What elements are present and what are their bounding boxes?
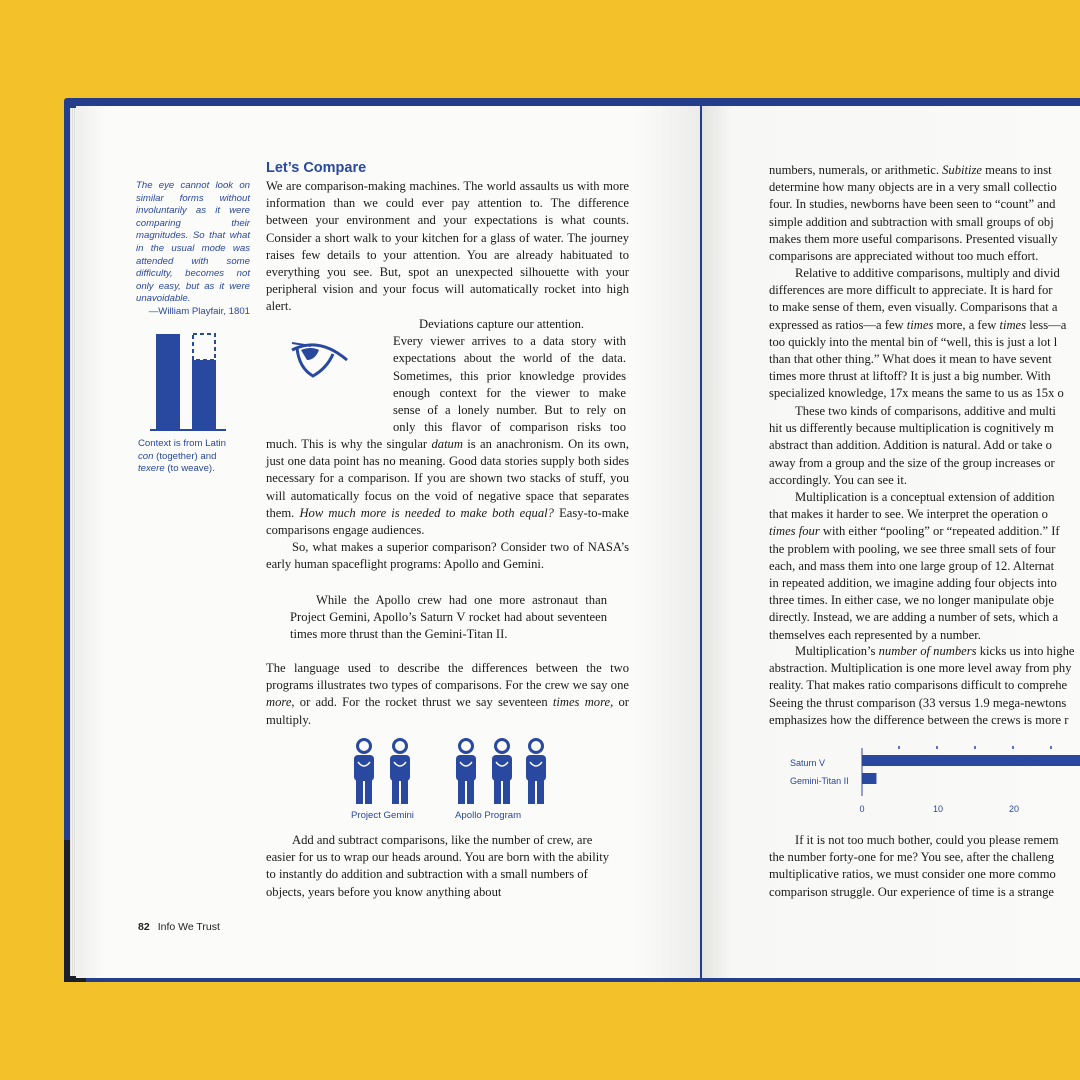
text-run: with either “pooling” or “repeated addition.” If (819, 524, 1060, 539)
quote-text: The eye cannot look on similar forms without involuntarily as it were comparing their magnitudes. So that what in the usual mode was attended with some difficulty, becomes not only easy, but as it were unavoidable. (136, 180, 250, 305)
text-run: Easy-to-make comparisons engage audiences. (266, 505, 630, 538)
text-line (769, 282, 1080, 299)
text-run: away from a group and the size of the group increases or (769, 455, 1055, 470)
text-run: emphasizes how the difference between the crews is more r (769, 712, 1069, 727)
text-run: multiplicative ratios, we must consider one more commo (769, 867, 1056, 882)
caption-latin-con: con (138, 450, 154, 462)
text-run: times more thrust at liftoff? It is just a big number. With (769, 369, 1051, 384)
text-run: three times. In either case, we no longer manipulate obje (769, 593, 1055, 608)
stack-full (156, 334, 180, 430)
body-paragraph-4 (266, 660, 629, 729)
wrap-line: Sometimes, this prior knowledge provides (393, 368, 626, 383)
page-number: 82 (138, 921, 150, 933)
left-page (76, 106, 700, 978)
text-run: too quickly into the mental bin of “well, this is just a lot l (769, 334, 1058, 349)
astronaut-gemini-1 (354, 738, 374, 804)
caption-line-3: (to weave). (164, 463, 215, 475)
text-italic: datum (431, 437, 463, 451)
astronaut-apollo-3 (526, 738, 546, 804)
text-run: Seeing the thrust comparison (33 versus 1.9 mega-newtons (769, 695, 1067, 710)
text-italic: more (266, 695, 292, 710)
text-line (769, 385, 1080, 402)
category-label-gemini-titan: Gemini-Titan II (790, 776, 849, 786)
text-run: that makes it harder to see. We interpret the operation o (769, 507, 1048, 522)
text-line (769, 248, 1080, 265)
text-line (769, 506, 1080, 523)
caption-latin-texere: texere (138, 463, 165, 475)
text-run: These two kinds of comparisons, additive and multi (795, 404, 1056, 418)
astronaut-apollo-1 (456, 738, 476, 804)
text-run: each, and mass them into one large group of 12. Alternat (769, 558, 1055, 573)
text-line (769, 162, 1080, 179)
wrap-line: Every viewer arrives to a data story with (393, 334, 626, 349)
right-page (702, 106, 1080, 978)
text-run: themselves each represented by a number. (769, 627, 981, 642)
astronaut-apollo-2 (492, 738, 512, 804)
text-run: comparison struggle. Our experience of time is a strange (769, 884, 1055, 899)
caption-line-1: Context is from Latin (138, 438, 226, 449)
text-run: , or multiply. (266, 695, 629, 727)
text-line (769, 455, 1080, 472)
text-line (769, 712, 1080, 729)
text-italic: times four (769, 524, 820, 539)
text-run: specialized knowledge, 17x means the same to us as 15x o (769, 386, 1064, 401)
text-line (769, 351, 1080, 368)
wrap-line: enough context for the viewer to make (393, 385, 626, 400)
text-line (769, 420, 1080, 437)
right-paragraph-2 (769, 265, 1080, 403)
book-title: Info We Trust (157, 921, 220, 933)
text-italic: times (906, 317, 934, 332)
text-line (769, 541, 1080, 558)
text-line (769, 299, 1080, 316)
text-line (769, 660, 1080, 677)
category-label-saturn-v: Saturn V (790, 758, 826, 768)
text-run: Multiplication is a conceptual extension of addition (795, 490, 1055, 504)
text-run: less—a (1026, 317, 1067, 332)
text-line (769, 523, 1080, 540)
text-run: hit us differently because multiplication is cognitively m (769, 421, 1054, 436)
stack-missing-outline (193, 334, 215, 360)
label-project-gemini: Project Gemini (351, 810, 414, 821)
text-italic: number of numbers (878, 644, 977, 658)
text-run: abstraction. Multiplication is one more level away from phy (769, 661, 1072, 676)
wrap-line: only this flavor of comparison risks too (393, 420, 626, 435)
text-line (769, 575, 1080, 592)
text-run: than that other thing.” What does it mean to have sevent (769, 352, 1052, 367)
text-run: is an anachronism. On its own, just one data point has no meaning. Good data stories supply both sides necessary for a comparison. If you are shown two stacks of stuff, you will automatically focus on the void of negative space that separates them. (266, 437, 629, 520)
text-run: comparisons are appreciated without too much effort. (769, 249, 1039, 264)
text-run: in repeated addition, we imagine adding four objects into (769, 576, 1057, 591)
stacks-illustration (144, 328, 234, 434)
text-line (769, 437, 1080, 454)
text-line (769, 317, 1080, 334)
block-quote-text: While the Apollo crew had one more astronaut than Project Gemini, Apollo’s Saturn V rocket had about seventeen times more thrust than the Gemini-Titan II. (290, 593, 607, 642)
text-line (769, 334, 1080, 351)
text-run: simple addition and subtraction with small groups of obj (769, 214, 1054, 229)
text-line (769, 265, 1080, 282)
right-paragraph-5 (769, 643, 1080, 729)
text-run: determine how many objects are in a very small collectio (769, 180, 1057, 195)
text-line (769, 643, 1080, 660)
stack-partial (192, 360, 216, 430)
text-run: Multiplication’s (795, 644, 879, 658)
body-paragraph-2-continued (266, 436, 629, 574)
wrap-line: sense of a lonely number. But to rely on (393, 403, 626, 418)
body-paragraph-5 (266, 832, 618, 901)
thrust-bar-saturn-v (862, 755, 1080, 766)
text-line (769, 179, 1080, 196)
x-tick-label: 10 (932, 804, 944, 814)
right-paragraph-1 (769, 162, 1080, 265)
text-line (769, 368, 1080, 385)
text-run: , or add. For the rocket thrust we say seventeen (291, 695, 553, 710)
astronaut-figures (346, 734, 556, 808)
text-line (769, 677, 1080, 694)
wrap-line: Deviations capture our attention. (419, 317, 585, 331)
section-heading: Let’s Compare (266, 160, 367, 176)
text-run: expressed as ratios—a few (769, 317, 907, 332)
body-paragraph-2-wrap (393, 316, 626, 436)
text-run: makes them more useful comparisons. Presented visually (769, 231, 1058, 246)
text-line (769, 558, 1080, 575)
text-run: The language used to describe the differences between the two programs illustrates two types of comparisons. For the crew we say one (266, 661, 629, 693)
text-italic: Subitize (942, 163, 983, 177)
thrust-bars (790, 746, 1080, 820)
astronaut-gemini-2 (390, 738, 410, 804)
text-run: accordingly. You can see it. (769, 472, 908, 487)
text-line (769, 214, 1080, 231)
page-folio (138, 921, 220, 933)
right-paragraph-3 (769, 403, 1080, 489)
text-line (769, 592, 1080, 609)
text-italic: times (999, 317, 1027, 332)
text-line (769, 832, 1080, 849)
x-tick-label: 0 (859, 804, 865, 814)
text-run: the problem with pooling, we see three small sets of four (769, 541, 1056, 556)
thrust-bar-gemini-titan-ii (862, 773, 876, 784)
wrap-line: expectations about the world of the data. (393, 351, 626, 366)
text-run: kicks us into highe (976, 644, 1075, 658)
text-line (769, 472, 1080, 489)
text-run: differences are more difficult to appreciate. It is hard for (769, 283, 1053, 298)
text-italic: How much more is needed to make both equal? (299, 505, 554, 520)
text-run: numbers, numerals, or arithmetic. (769, 163, 943, 177)
text-run: reality. That makes ratio comparisons difficult to comprehe (769, 678, 1068, 693)
body-paragraph-1 (266, 178, 629, 316)
right-paragraph-4 (769, 489, 1080, 644)
text-run: If it is not too much bother, could you please remem (795, 833, 1059, 847)
text-line (769, 849, 1080, 866)
text-line (769, 609, 1080, 626)
paragraph-text: Add and subtract comparisons, like the number of crew, are easier for us to wrap our heads around. You are born with the ability to instantly do addition and subtraction with a small numbers of objects, years before you know anything about (266, 833, 610, 899)
text-line (769, 403, 1080, 420)
text-run: directly. Instead, we are adding a number of sets, which a (769, 610, 1059, 625)
text-run: four. In studies, newborns have been seen to “count” and (769, 197, 1056, 212)
text-line (769, 695, 1080, 712)
text-line (769, 884, 1080, 901)
text-run: the number forty-one for me? You see, after the challeng (769, 850, 1055, 865)
body-paragraph-3: So, what makes a superior comparison? Consider two of NASA’s early human spaceflight programs: Apollo and Gemini. (266, 540, 629, 572)
eye-icon (289, 338, 351, 380)
text-run: much. This is why the singular (266, 437, 432, 451)
text-run: abstract than addition. Addition is natural. Add or take o (769, 438, 1052, 453)
sidebar-quote (136, 180, 250, 319)
text-line (769, 866, 1080, 883)
text-line (769, 196, 1080, 213)
text-run: Relative to additive comparisons, multiply and divid (795, 266, 1060, 280)
thrust-chart (790, 746, 1080, 820)
text-italic: times more (552, 695, 611, 710)
quote-attribution: —William Playfair, 1801 (148, 305, 250, 317)
text-run: more, a few (933, 317, 1000, 332)
x-tick-label: 20 (1008, 804, 1020, 814)
text-line (769, 627, 1080, 644)
text-run: to make sense of them, even visually. Comparisons that a (769, 300, 1058, 315)
text-run: means to inst (982, 163, 1052, 177)
stacks-caption (138, 438, 226, 476)
caption-line-2: (together) and (153, 450, 217, 462)
text-line (769, 231, 1080, 248)
paragraph-text: We are comparison-making machines. The world assaults us with more information than we could ever pay attention to. The difference between your environment and your expectations is what counts. Consider a short walk to your kitchen for a glass of water. The journey raises few details to your attention. You are already habituated to everything you see. But, spot an unexpected silhouette with your peripheral vision and your focus will automatically rocket into high alert. (266, 179, 629, 314)
block-quote (290, 592, 607, 644)
text-line (769, 489, 1080, 506)
label-apollo-program: Apollo Program (455, 810, 522, 821)
right-paragraph-6 (769, 832, 1080, 901)
